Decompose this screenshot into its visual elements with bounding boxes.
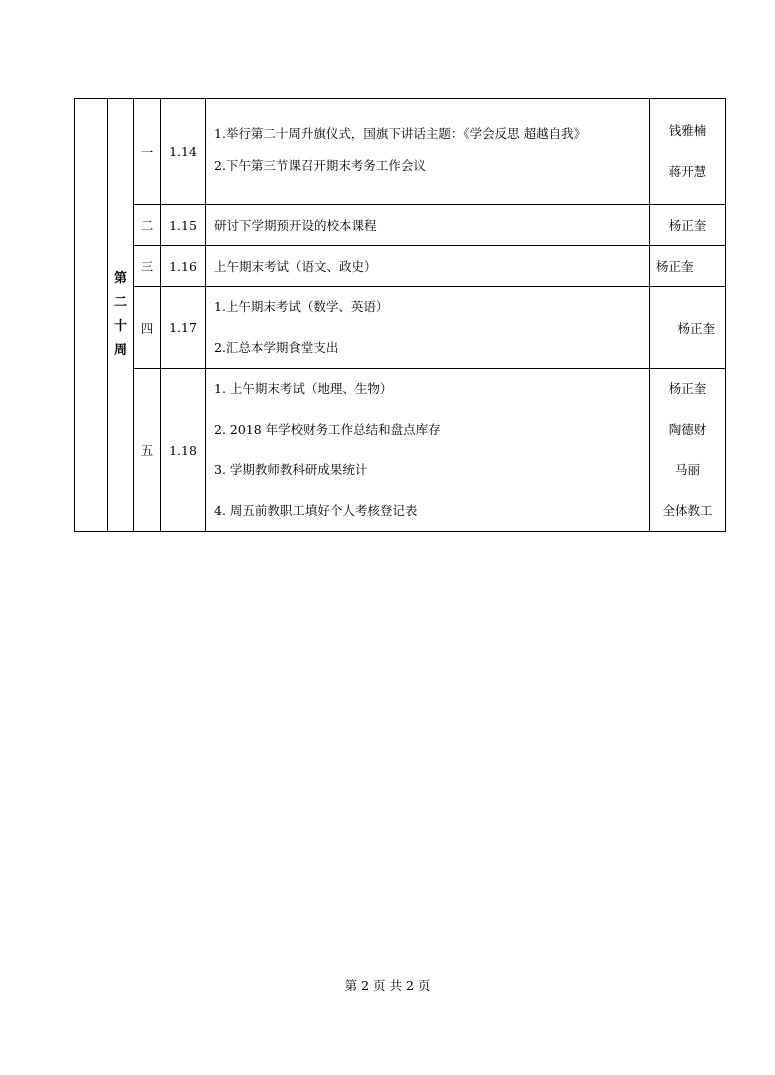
- person-name: 杨正奎: [668, 381, 707, 396]
- content-cell: 上午期末考试（语文、政史）: [206, 246, 650, 287]
- person-name: 马丽: [674, 462, 700, 477]
- person-cell: [650, 99, 726, 205]
- person-name: 蒋开慧: [668, 163, 707, 179]
- table-row: [75, 246, 726, 287]
- content-cell: 研讨下学期预开设的校本课程: [206, 205, 650, 246]
- table-row: [75, 205, 726, 246]
- week-label-cell: [108, 99, 134, 532]
- day-cell: 二: [134, 205, 161, 246]
- content-cell: [206, 99, 650, 205]
- page-number-footer: 第 2 页 共 2 页: [344, 978, 431, 993]
- person-cell: [650, 369, 726, 532]
- date-cell: 1.16: [161, 246, 206, 287]
- week-label-char: 二: [113, 295, 127, 310]
- task-item: 2.下午第三节课召开期末考务工作会议: [214, 157, 426, 173]
- task-item: 1. 上午期末考试（地理、生物）: [214, 381, 393, 396]
- day-cell: 五: [134, 369, 161, 532]
- content-cell: [206, 287, 650, 369]
- person-cell: 杨正奎: [650, 246, 726, 287]
- week-label-char: 第: [113, 271, 127, 286]
- date-cell: 1.15: [161, 205, 206, 246]
- date-cell: 1.18: [161, 369, 206, 532]
- task-item: 2.汇总本学期食堂支出: [214, 339, 339, 355]
- day-cell: 四: [134, 287, 161, 369]
- person-cell: 杨正奎: [650, 287, 726, 369]
- table-row: [75, 99, 726, 205]
- week-label-char: 周: [113, 343, 127, 358]
- table-row: [75, 369, 726, 532]
- person-name: 全体教工: [662, 502, 713, 518]
- person-name: 陶德财: [668, 421, 707, 437]
- day-cell: 三: [134, 246, 161, 287]
- task-item: 1.举行第二十周升旗仪式，国旗下讲话主题：《学会反思 超越自我》: [214, 125, 587, 141]
- content-cell: [206, 369, 650, 532]
- person-cell: 杨正奎: [650, 205, 726, 246]
- task-item: 3. 学期教师教科研成果统计: [214, 462, 368, 477]
- task-item: 2. 2018 年学校财务工作总结和盘点库存: [214, 421, 441, 437]
- day-cell: 一: [134, 99, 161, 205]
- date-cell: 1.17: [161, 287, 206, 369]
- weekly-schedule-table: [74, 98, 726, 532]
- person-name: 钱雅楠: [668, 123, 707, 138]
- blank-left-cell: [75, 99, 108, 532]
- table-row: [75, 287, 726, 369]
- task-item: 1.上午期末考试（数学、英语）: [214, 299, 389, 314]
- week-label-char: 十: [113, 319, 127, 334]
- date-cell: 1.14: [161, 99, 206, 205]
- task-item: 4. 周五前教职工填好个人考核登记表: [214, 502, 418, 518]
